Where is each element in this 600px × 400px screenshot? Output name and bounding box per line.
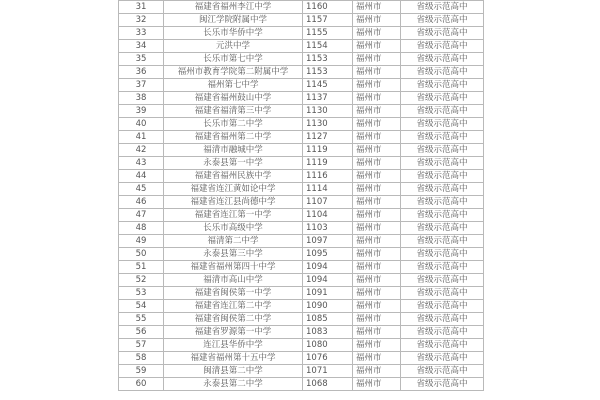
- city-cell: 福州市: [353, 326, 401, 339]
- level-cell: 省级示范高中: [401, 1, 484, 14]
- city-cell: 福州市: [353, 157, 401, 170]
- school-name-cell: 福建省福州第四十中学: [164, 261, 303, 274]
- rank-cell: 57: [119, 339, 164, 352]
- city-cell: 福州市: [353, 222, 401, 235]
- level-cell: 省级示范高中: [401, 274, 484, 287]
- level-cell: 省级示范高中: [401, 118, 484, 131]
- score-cell: 1103: [303, 222, 353, 235]
- score-cell: 1095: [303, 248, 353, 261]
- city-cell: 福州市: [353, 144, 401, 157]
- table-row: [119, 300, 484, 313]
- level-cell: 省级示范高中: [401, 222, 484, 235]
- school-name-cell: 永泰县第三中学: [164, 248, 303, 261]
- school-name-cell: 长乐市高级中学: [164, 222, 303, 235]
- city-cell: 福州市: [353, 196, 401, 209]
- level-cell: 省级示范高中: [401, 378, 484, 391]
- rank-cell: 35: [119, 53, 164, 66]
- score-cell: 1071: [303, 365, 353, 378]
- table-row: [119, 287, 484, 300]
- table-row: [119, 339, 484, 352]
- rank-cell: 47: [119, 209, 164, 222]
- school-name-cell: 福建省福州鼓山中学: [164, 92, 303, 105]
- table-row: [119, 209, 484, 222]
- table-row: [119, 14, 484, 27]
- table-row: [119, 274, 484, 287]
- rank-cell: 40: [119, 118, 164, 131]
- level-cell: 省级示范高中: [401, 144, 484, 157]
- rank-cell: 31: [119, 1, 164, 14]
- score-cell: 1127: [303, 131, 353, 144]
- level-cell: 省级示范高中: [401, 196, 484, 209]
- table-row: [119, 118, 484, 131]
- school-name-cell: 福建省闽侯第一中学: [164, 287, 303, 300]
- city-cell: 福州市: [353, 235, 401, 248]
- score-cell: 1154: [303, 40, 353, 53]
- score-cell: 1119: [303, 157, 353, 170]
- city-cell: 福州市: [353, 118, 401, 131]
- rank-cell: 36: [119, 66, 164, 79]
- city-cell: 福州市: [353, 1, 401, 14]
- level-cell: 省级示范高中: [401, 365, 484, 378]
- score-cell: 1153: [303, 66, 353, 79]
- level-cell: 省级示范高中: [401, 326, 484, 339]
- level-cell: 省级示范高中: [401, 53, 484, 66]
- level-cell: 省级示范高中: [401, 170, 484, 183]
- table-row: [119, 92, 484, 105]
- school-name-cell: 福建省连江第一中学: [164, 209, 303, 222]
- table-row: [119, 157, 484, 170]
- city-cell: 福州市: [353, 287, 401, 300]
- level-cell: 省级示范高中: [401, 157, 484, 170]
- table-row: [119, 248, 484, 261]
- rank-cell: 50: [119, 248, 164, 261]
- table-row: [119, 27, 484, 40]
- level-cell: 省级示范高中: [401, 300, 484, 313]
- level-cell: 省级示范高中: [401, 79, 484, 92]
- level-cell: 省级示范高中: [401, 14, 484, 27]
- level-cell: 省级示范高中: [401, 339, 484, 352]
- table-row: [119, 40, 484, 53]
- school-name-cell: 福建省连江第二中学: [164, 300, 303, 313]
- city-cell: 福州市: [353, 79, 401, 92]
- rank-cell: 59: [119, 365, 164, 378]
- city-cell: 福州市: [353, 248, 401, 261]
- city-cell: 福州市: [353, 27, 401, 40]
- city-cell: 福州市: [353, 352, 401, 365]
- table-row: [119, 222, 484, 235]
- level-cell: 省级示范高中: [401, 261, 484, 274]
- level-cell: 省级示范高中: [401, 209, 484, 222]
- score-cell: 1091: [303, 287, 353, 300]
- city-cell: 福州市: [353, 105, 401, 118]
- level-cell: 省级示范高中: [401, 92, 484, 105]
- school-name-cell: 福建省福州李江中学: [164, 1, 303, 14]
- city-cell: 福州市: [353, 300, 401, 313]
- score-cell: 1137: [303, 92, 353, 105]
- score-cell: 1153: [303, 53, 353, 66]
- score-cell: 1083: [303, 326, 353, 339]
- level-cell: 省级示范高中: [401, 66, 484, 79]
- city-cell: 福州市: [353, 14, 401, 27]
- city-cell: 福州市: [353, 131, 401, 144]
- rank-cell: 39: [119, 105, 164, 118]
- rank-cell: 54: [119, 300, 164, 313]
- table-row: [119, 79, 484, 92]
- table-row: [119, 261, 484, 274]
- table-row: [119, 196, 484, 209]
- rank-cell: 37: [119, 79, 164, 92]
- score-cell: 1157: [303, 14, 353, 27]
- rank-cell: 58: [119, 352, 164, 365]
- rank-cell: 42: [119, 144, 164, 157]
- level-cell: 省级示范高中: [401, 313, 484, 326]
- ranking-table-body: [119, 1, 484, 391]
- table-row: [119, 1, 484, 14]
- school-name-cell: 长乐市第七中学: [164, 53, 303, 66]
- score-cell: 1107: [303, 196, 353, 209]
- school-name-cell: 长乐市第二中学: [164, 118, 303, 131]
- school-name-cell: 永泰县第二中学: [164, 378, 303, 391]
- school-name-cell: 福建省福清第三中学: [164, 105, 303, 118]
- school-name-cell: 闽江学院附属中学: [164, 14, 303, 27]
- school-ranking-table: [118, 0, 484, 391]
- level-cell: 省级示范高中: [401, 183, 484, 196]
- level-cell: 省级示范高中: [401, 235, 484, 248]
- table-row: [119, 326, 484, 339]
- school-name-cell: 福州第七中学: [164, 79, 303, 92]
- score-cell: 1076: [303, 352, 353, 365]
- city-cell: 福州市: [353, 40, 401, 53]
- score-cell: 1119: [303, 144, 353, 157]
- school-name-cell: 元洪中学: [164, 40, 303, 53]
- school-name-cell: 福建省福州第十五中学: [164, 352, 303, 365]
- level-cell: 省级示范高中: [401, 248, 484, 261]
- score-cell: 1160: [303, 1, 353, 14]
- rank-cell: 33: [119, 27, 164, 40]
- rank-cell: 32: [119, 14, 164, 27]
- city-cell: 福州市: [353, 339, 401, 352]
- score-cell: 1094: [303, 261, 353, 274]
- level-cell: 省级示范高中: [401, 27, 484, 40]
- school-name-cell: 福州市教育学院第二附属中学: [164, 66, 303, 79]
- table-row: [119, 131, 484, 144]
- table-row: [119, 378, 484, 391]
- school-name-cell: 福清市融城中学: [164, 144, 303, 157]
- school-name-cell: 永泰县第一中学: [164, 157, 303, 170]
- city-cell: 福州市: [353, 261, 401, 274]
- score-cell: 1130: [303, 118, 353, 131]
- city-cell: 福州市: [353, 66, 401, 79]
- rank-cell: 56: [119, 326, 164, 339]
- table-row: [119, 53, 484, 66]
- rank-cell: 34: [119, 40, 164, 53]
- rank-cell: 46: [119, 196, 164, 209]
- school-name-cell: 福清市高山中学: [164, 274, 303, 287]
- city-cell: 福州市: [353, 378, 401, 391]
- table-row: [119, 144, 484, 157]
- table-row: [119, 352, 484, 365]
- school-name-cell: 连江县华侨中学: [164, 339, 303, 352]
- rank-cell: 45: [119, 183, 164, 196]
- rank-cell: 55: [119, 313, 164, 326]
- level-cell: 省级示范高中: [401, 287, 484, 300]
- school-name-cell: 福建省罗源第一中学: [164, 326, 303, 339]
- rank-cell: 48: [119, 222, 164, 235]
- rank-cell: 53: [119, 287, 164, 300]
- city-cell: 福州市: [353, 92, 401, 105]
- city-cell: 福州市: [353, 365, 401, 378]
- school-name-cell: 福建省福州第二中学: [164, 131, 303, 144]
- table-row: [119, 170, 484, 183]
- table-row: [119, 66, 484, 79]
- table-row: [119, 183, 484, 196]
- score-cell: 1116: [303, 170, 353, 183]
- level-cell: 省级示范高中: [401, 105, 484, 118]
- school-name-cell: 福建省闽侯第二中学: [164, 313, 303, 326]
- rank-cell: 43: [119, 157, 164, 170]
- city-cell: 福州市: [353, 170, 401, 183]
- score-cell: 1155: [303, 27, 353, 40]
- score-cell: 1130: [303, 105, 353, 118]
- table-row: [119, 313, 484, 326]
- score-cell: 1114: [303, 183, 353, 196]
- school-name-cell: 福建省连江黄如论中学: [164, 183, 303, 196]
- school-name-cell: 长乐市华侨中学: [164, 27, 303, 40]
- rank-cell: 41: [119, 131, 164, 144]
- rank-cell: 38: [119, 92, 164, 105]
- city-cell: 福州市: [353, 274, 401, 287]
- score-cell: 1090: [303, 300, 353, 313]
- city-cell: 福州市: [353, 53, 401, 66]
- rank-cell: 44: [119, 170, 164, 183]
- rank-cell: 52: [119, 274, 164, 287]
- score-cell: 1085: [303, 313, 353, 326]
- school-name-cell: 闽清县第二中学: [164, 365, 303, 378]
- table-row: [119, 235, 484, 248]
- level-cell: 省级示范高中: [401, 352, 484, 365]
- score-cell: 1094: [303, 274, 353, 287]
- level-cell: 省级示范高中: [401, 131, 484, 144]
- table-row: [119, 105, 484, 118]
- city-cell: 福州市: [353, 183, 401, 196]
- school-name-cell: 福清第二中学: [164, 235, 303, 248]
- rank-cell: 49: [119, 235, 164, 248]
- table-row: [119, 365, 484, 378]
- score-cell: 1080: [303, 339, 353, 352]
- school-name-cell: 福建省福州民族中学: [164, 170, 303, 183]
- rank-cell: 51: [119, 261, 164, 274]
- city-cell: 福州市: [353, 209, 401, 222]
- rank-cell: 60: [119, 378, 164, 391]
- city-cell: 福州市: [353, 313, 401, 326]
- score-cell: 1068: [303, 378, 353, 391]
- score-cell: 1097: [303, 235, 353, 248]
- score-cell: 1104: [303, 209, 353, 222]
- school-name-cell: 福建省连江县尚德中学: [164, 196, 303, 209]
- level-cell: 省级示范高中: [401, 40, 484, 53]
- score-cell: 1145: [303, 79, 353, 92]
